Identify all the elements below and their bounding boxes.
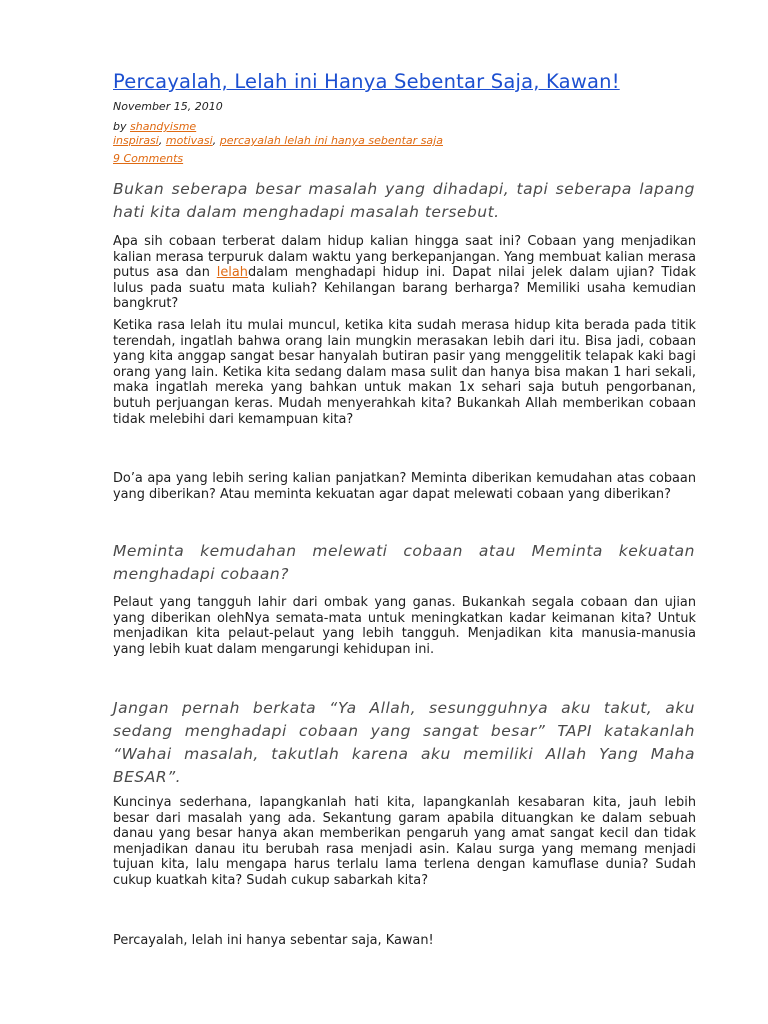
paragraph-2: Ketika rasa lelah itu mulai muncul, ketika kita sudah merasa hidup kita berada pada titik terendah, ingatlah bahwa orang lain mungkin merasakan lebih dari itu. Bisa jadi, cobaan yang kita anggap sangat besar hanyalah butiran pasir yang menggelitik telapak kaki bagi orang yang lain. Ketika kita sedang dalam masa sulit dan hanya bisa makan 1 hari sekali, maka ingatlah mereka yang bahkan untuk makan 1x sehari saja butuh pengorbanan, butuh perjuangan keras. Mudah menyerahkah kita? Bukankah Allah memberikan cobaan tidak melebihi dari kemampuan kita? — [113, 318, 696, 427]
post-comments — [113, 151, 183, 167]
category-link-motivasi[interactable]: motivasi — [165, 134, 213, 147]
author-link[interactable]: shandyisme — [130, 120, 197, 133]
category-link-percayalah[interactable]: percayalah lelah ini hanya sebentar saja — [219, 134, 443, 147]
lelah-link[interactable]: lelah — [216, 265, 248, 281]
comments-link[interactable]: 9 Comments — [113, 152, 184, 165]
paragraph-1-text-a: Apa sih cobaan terberat dalam hidup kalian hingga saat ini? Cobaan yang menjadikan kalian merasa terpuruk dalam waktu yang berkepanjangan. Yang membuat kalian merasa putus asa dan — [113, 234, 696, 281]
paragraph-1-text-b: dalam menghadapi hidup ini. Dapat nilai jelek dalam ujian? Tidak lulus pada suatu mata kuliah? Kehilangan barang berharga? Memiliki usaha kemudian bangkrut? — [113, 265, 696, 312]
post-title-link[interactable]: Percayalah, Lelah ini Hanya Sebentar Saja, Kawan! — [113, 70, 620, 93]
paragraph-5: Kuncinya sederhana, lapangkanlah hati kita, lapangkanlah kesabaran kita, jauh lebih besar dari masalah yang ada. Sekantung garam apabila dituangkan ke dalam sebuah danau yang besar hanya akan memberikan pengaruh yang amat sangat kecil dan tidak menjadikan danau itu berubah rasa menjadi asin. Kalau surga yang memang menjadi tujuan kita, lalu mengapa harus terlalu lama terlena dengan kamuflase dunia? Sudah cukup kuatkah kita? Sudah cukup sabarkah kita? — [113, 795, 696, 888]
post-date: November 15, 2010 — [113, 100, 223, 113]
section-heading-2: Jangan pernah berkata “Ya Allah, sesungguhnya aku takut, aku sedang menghadapi cobaan yang sangat besar” TAPI katakanlah “Wahai masalah, takutlah karena aku memiliki Allah Yang Maha BESAR”. — [113, 699, 695, 786]
post-categories — [113, 133, 443, 149]
paragraph-4: Pelaut yang tangguh lahir dari ombak yang ganas. Bukankah segala cobaan dan ujian yang diberikan olehNya semata-mata untuk meningkatkan kadar keimanan kita? Untuk menjadikan kita pelaut-pelaut yang lebih tangguh. Menjadikan kita manusia-manusia yang lebih kuat dalam mengarungi kehidupan ini. — [113, 595, 696, 657]
byline-label: by — [113, 120, 127, 133]
section-heading-1: Meminta kemudahan melewati cobaan atau Meminta kekuatan menghadapi cobaan? — [113, 542, 695, 583]
lead-quote: Bukan seberapa besar masalah yang dihadapi, tapi seberapa lapang hati kita dalam menghadapi masalah tersebut. — [113, 180, 695, 221]
closing-line: Percayalah, lelah ini hanya sebentar saja, Kawan! — [113, 933, 434, 948]
category-separator: , — [212, 134, 220, 147]
paragraph-1 — [113, 234, 696, 312]
paragraph-3: Do’a apa yang lebih sering kalian panjatkan? Meminta diberikan kemudahan atas cobaan yang diberikan? Atau meminta kekuatan agar dapat melewati cobaan yang diberikan? — [113, 471, 696, 502]
category-link-inspirasi[interactable]: inspirasi — [113, 134, 159, 147]
category-separator: , — [158, 134, 166, 147]
